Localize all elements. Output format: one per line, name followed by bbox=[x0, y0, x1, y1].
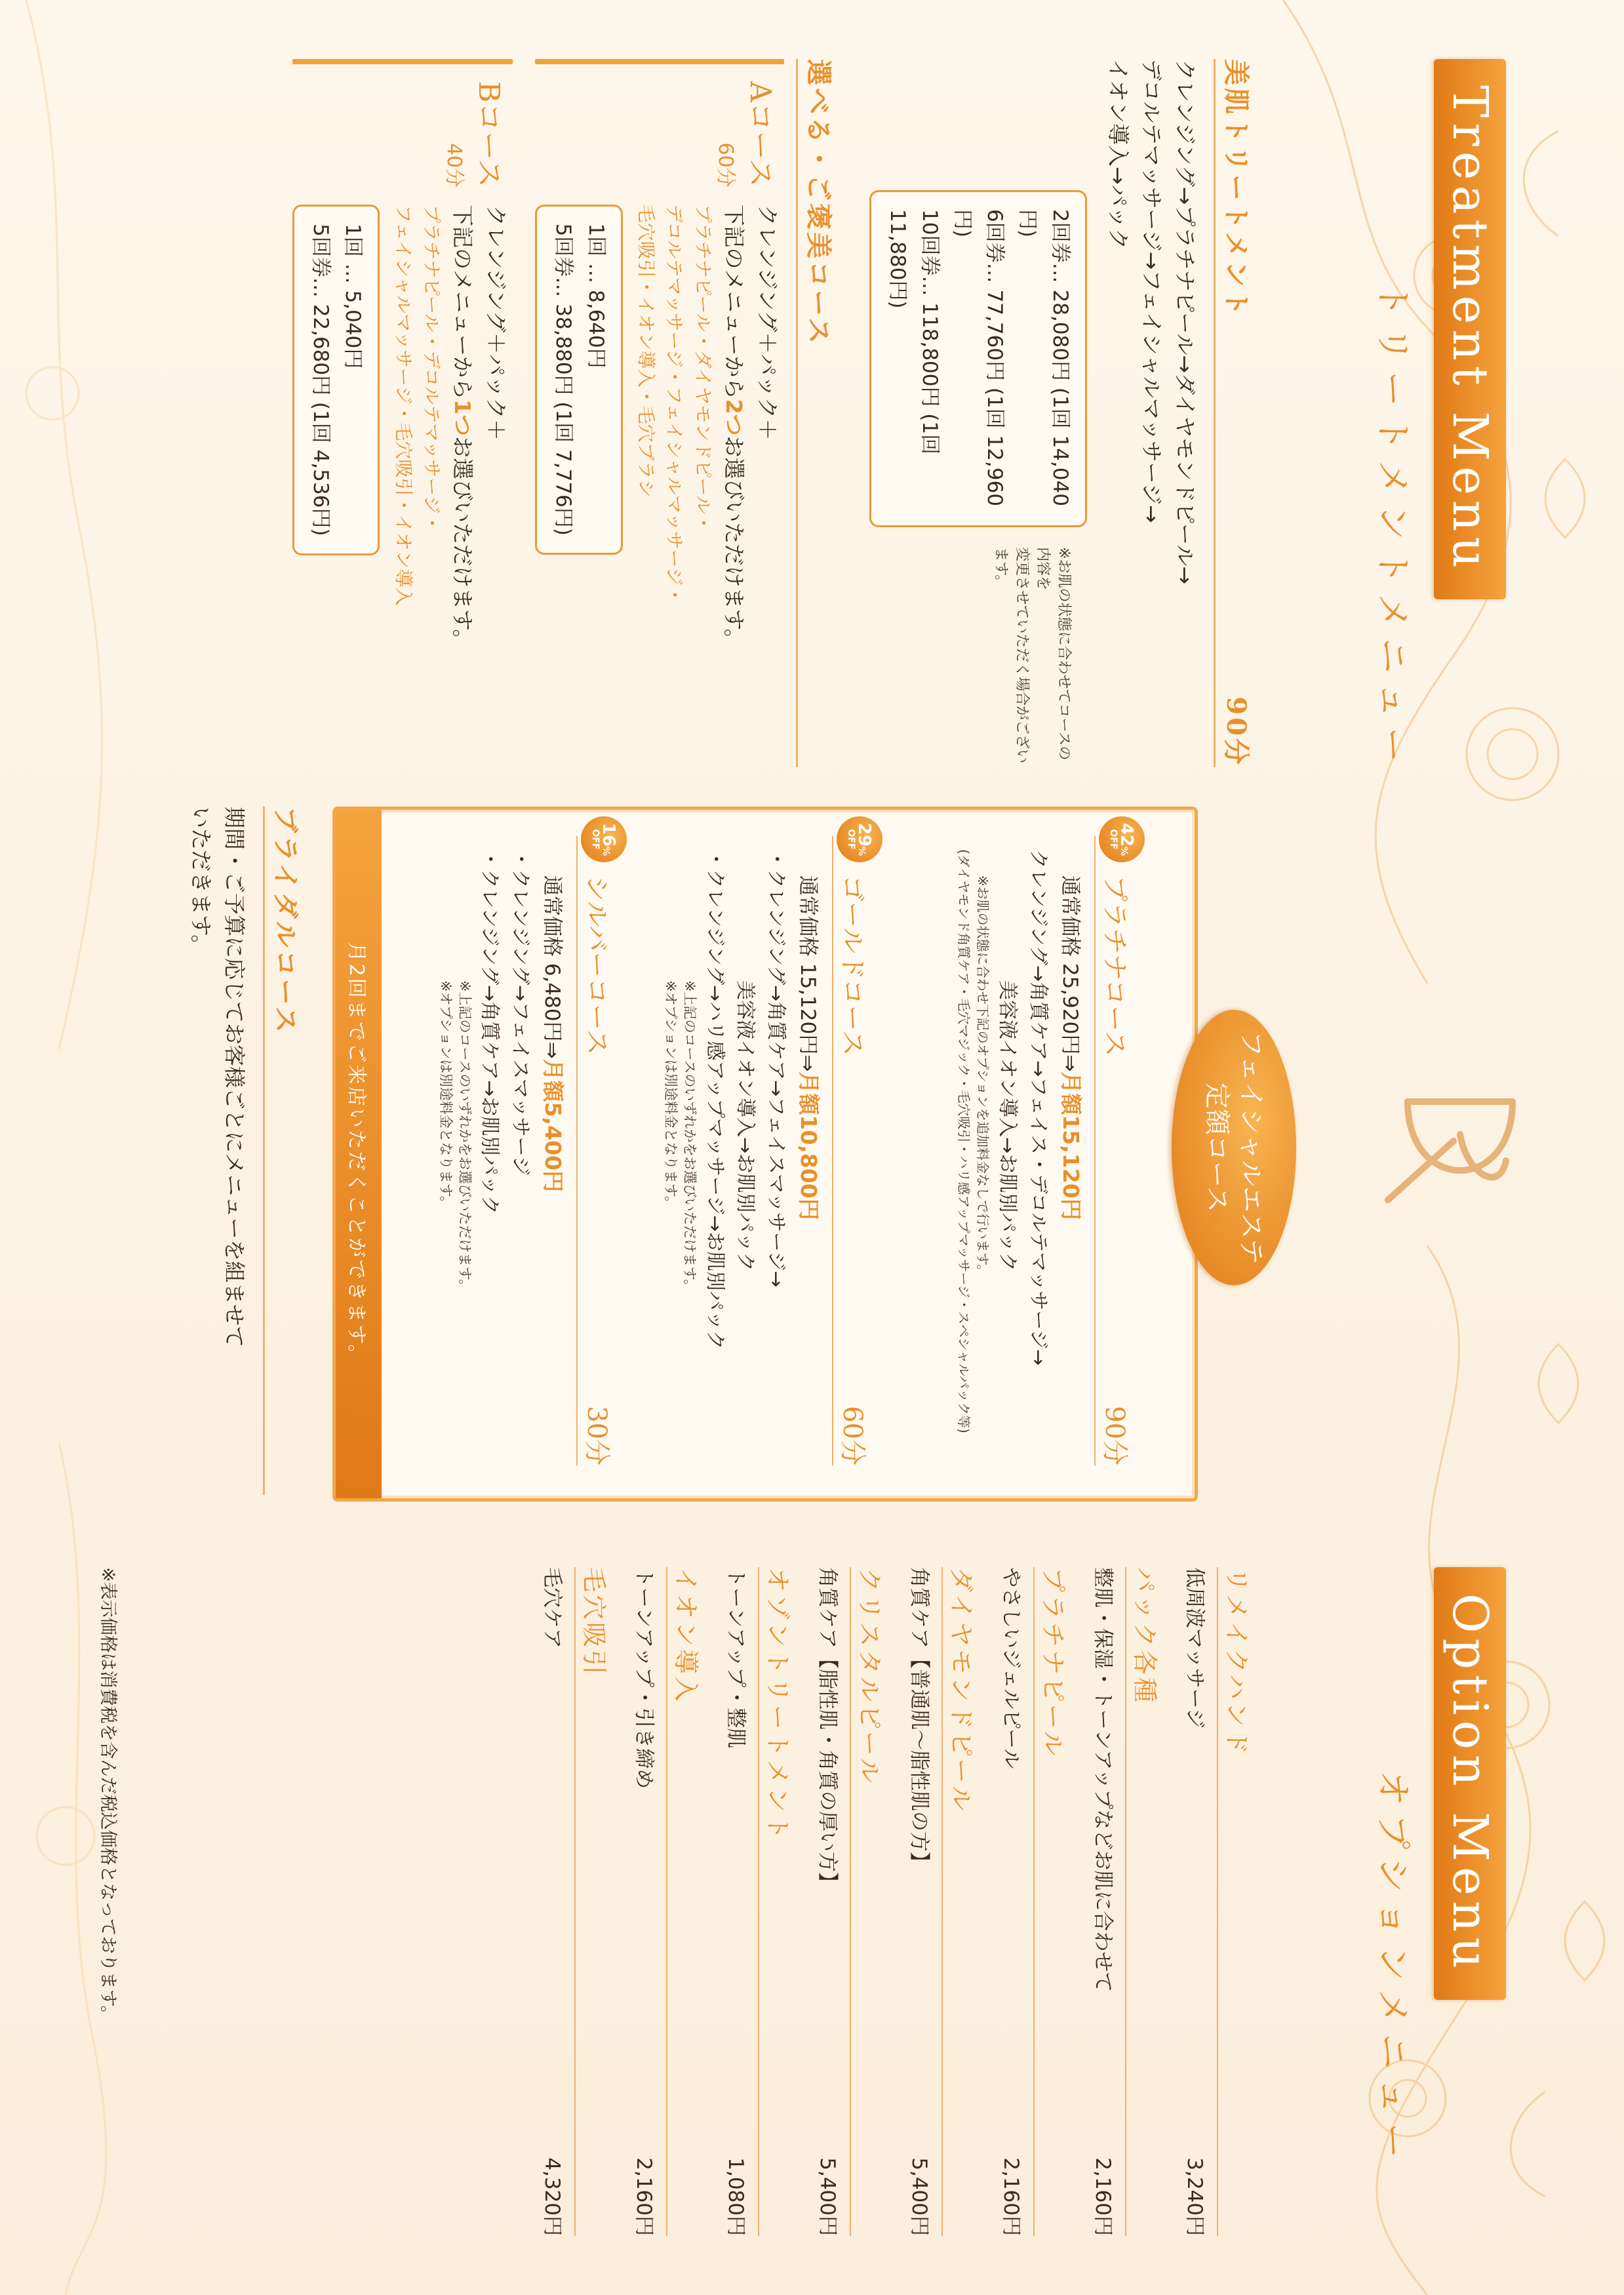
course-minutes: 90分 bbox=[1099, 1406, 1130, 1466]
bridal-section bbox=[184, 807, 306, 1495]
discount-label: OFF bbox=[846, 829, 856, 850]
option-name: オゾントリートメント bbox=[758, 1567, 798, 2236]
discount-number: 16 bbox=[599, 822, 618, 847]
brand-monogram-logo bbox=[1368, 1062, 1539, 1233]
option-name: プラチナピール bbox=[1033, 1567, 1073, 2236]
bihada-section-title bbox=[1214, 59, 1257, 767]
discount-badge bbox=[581, 816, 627, 862]
course-b-body bbox=[292, 205, 513, 767]
option-menu-subtitle: オプションメニュー bbox=[1372, 1770, 1414, 2168]
course-a-label bbox=[535, 81, 784, 188]
course-flow: ・クレンジング→角質ケア→フェイスマッサージ→ bbox=[764, 849, 787, 1288]
option-item bbox=[1182, 1567, 1257, 2236]
course-name: ゴールドコース bbox=[837, 875, 867, 1056]
bihada-name: 美肌トリートメント bbox=[1221, 59, 1252, 319]
gold-title bbox=[832, 836, 873, 1466]
option-item bbox=[907, 1567, 981, 2236]
monthly-price: 月額5,400円 bbox=[540, 1058, 566, 1192]
course-b-options: フェイシャルマッサージ・毛穴吸引・イオン導入 bbox=[392, 205, 414, 606]
discount-badge bbox=[837, 816, 882, 862]
course-flow: ・クレンジング→ハリ感アップマッサージ→お肌別パック bbox=[703, 849, 726, 1350]
discount-number: 29 bbox=[854, 822, 874, 847]
option-price: 4,320円 bbox=[540, 2157, 564, 2236]
option-item bbox=[815, 1567, 890, 2236]
option-name: クリスタルピール bbox=[850, 1567, 890, 2236]
course-a-options: 毛穴吸引・イオン導入・毛穴ブラシ bbox=[635, 204, 657, 498]
option-price: 1,080円 bbox=[724, 2157, 747, 2236]
bridal-text: いただきます。 bbox=[188, 807, 214, 957]
bihada-note bbox=[990, 547, 1074, 767]
course-note: ※上記のコースのいずれかをお選びいただけます。 bbox=[457, 980, 473, 1293]
option-item bbox=[723, 1567, 798, 2236]
option-price: 5,400円 bbox=[907, 2157, 931, 2236]
course-note: ※お肌の状態に合わせ下記のオプションを追加料金なしで行います。 bbox=[975, 875, 991, 1278]
badge-line: フェイシャルエステ bbox=[1236, 1030, 1266, 1265]
course-flow: 美容液イオン導入→お肌別パック bbox=[996, 980, 1020, 1272]
course-flow: ・クレンジング→角質ケア→お肌別パック bbox=[478, 849, 502, 1215]
monthly-price: 月額15,120円 bbox=[1058, 1071, 1084, 1220]
course-a-body bbox=[535, 205, 784, 767]
course-note: ※上記のコースのいずれかをお選びいただけます。 bbox=[682, 980, 698, 1293]
course-a-price-box bbox=[535, 205, 622, 555]
bihada-flow-line: クレンジング→プラチナピール→ダイヤモンドピール→ bbox=[1172, 59, 1198, 585]
option-item bbox=[540, 1567, 614, 2236]
silver-course bbox=[435, 822, 618, 1466]
discount-unit: % bbox=[1119, 847, 1129, 856]
bihada-flow-line: イオン導入→パック bbox=[1105, 59, 1131, 250]
selectable-section-title bbox=[796, 59, 839, 767]
desc-text: お選びいただけます。 bbox=[450, 436, 476, 651]
option-name: ダイヤモンドピール bbox=[941, 1567, 981, 2236]
treatment-menu-title: Treatment Menu bbox=[1434, 59, 1506, 599]
desc-count: 2つ bbox=[721, 399, 747, 436]
tax-note: ※表示価格は消費税を含んだ税込価格となっております。 bbox=[98, 1567, 118, 2024]
gold-course bbox=[661, 822, 874, 1466]
monthly-price: 月額10,800円 bbox=[796, 1071, 822, 1220]
bihada-flow bbox=[1101, 59, 1202, 767]
facial-course-box bbox=[332, 807, 1198, 1502]
bridal-text: 期間・ご予算に応じてお客様ごとにメニューを組ませて bbox=[222, 807, 247, 1347]
course-name: プラチナコース bbox=[1099, 875, 1130, 1057]
bihada-price-box bbox=[869, 190, 1087, 527]
price-line: 6回券… 77,760円 (1回 12,960円) bbox=[950, 209, 1007, 507]
course-a bbox=[535, 59, 784, 767]
note-line: 変更させていただく場合がございます。 bbox=[992, 547, 1030, 764]
course-b bbox=[292, 59, 513, 767]
course-flow: クレンジング→角質ケア→フェイス・デコルテマッサージ→ bbox=[1027, 849, 1050, 1366]
option-desc: 低周波マッサージ bbox=[1183, 1567, 1206, 1729]
course-note: ※オプションは別途料金となります。 bbox=[663, 980, 679, 1210]
platinum-price bbox=[1057, 875, 1088, 1466]
option-item bbox=[1090, 1567, 1165, 2236]
price-line: 10回券… 118,800円 (1回 11,880円) bbox=[885, 209, 942, 455]
regular-price: 通常価格 25,920円⇒ bbox=[1058, 875, 1082, 1072]
discount-label: OFF bbox=[1108, 829, 1119, 850]
bihada-flow-line: デコルテマッサージ→フェイシャルマッサージ→ bbox=[1138, 59, 1164, 523]
discount-unit: % bbox=[601, 847, 611, 856]
option-item bbox=[631, 1567, 706, 2236]
discount-unit: % bbox=[856, 847, 867, 856]
option-desc: トーンアップ・整肌 bbox=[724, 1567, 747, 1749]
option-price: 2,160円 bbox=[632, 2157, 656, 2236]
course-b-desc bbox=[446, 205, 479, 767]
course-b-minutes: 40分 bbox=[443, 142, 466, 188]
selectable-title: 選べる・ご褒美コース bbox=[803, 59, 835, 346]
course-b-bar bbox=[292, 59, 513, 64]
course-b-options: プラチナピール・デコルテマッサージ・ bbox=[421, 205, 443, 532]
price-line: 5回券… 38,880円 (1回 7,776円) bbox=[551, 223, 575, 536]
option-desc: やさしいジェルピール bbox=[999, 1567, 1023, 1769]
regular-price: 通常価格 15,120円⇒ bbox=[796, 875, 820, 1072]
course-note: ※オプションは別途料金となります。 bbox=[437, 980, 454, 1210]
bridal-title bbox=[263, 807, 306, 1495]
option-name: 毛穴吸引 bbox=[574, 1567, 614, 2236]
price-line: 1回 … 8,640円 bbox=[584, 223, 608, 369]
option-column bbox=[523, 1567, 1257, 2236]
course-flow: ・クレンジング→フェイスマッサージ bbox=[509, 849, 532, 1176]
option-name: パック各種 bbox=[1125, 1567, 1165, 2236]
course-a-bar bbox=[535, 59, 784, 64]
option-desc: 整肌・保湿・トーンアップなどお肌に合わせて bbox=[1091, 1567, 1115, 1993]
course-a-minutes: 60分 bbox=[714, 142, 738, 188]
price-line: 5回券… 22,680円 (1回 4,536円) bbox=[308, 224, 332, 536]
course-minutes: 60分 bbox=[837, 1406, 867, 1466]
discount-label: OFF bbox=[590, 829, 601, 850]
bihada-minutes: 90分 bbox=[1221, 696, 1252, 767]
course-minutes: 30分 bbox=[582, 1406, 612, 1466]
price-line: 1回 … 5,040円 bbox=[341, 224, 365, 369]
course-b-desc: クレンジング＋パック＋ bbox=[483, 205, 509, 441]
platinum-course bbox=[954, 822, 1136, 1466]
course-b-label bbox=[292, 81, 513, 188]
course-flow: 美容液イオン導入→お肌別パック bbox=[734, 980, 757, 1272]
course-a-name: Aコース bbox=[743, 81, 778, 188]
course-name: シルバーコース bbox=[582, 875, 612, 1056]
option-name: イオン導入 bbox=[666, 1567, 706, 2236]
desc-count: 1つ bbox=[450, 399, 476, 437]
course-note: (ダイヤモンド角質ケア・毛穴マジック・毛穴吸引・ハリ感アップマッサージ・スペシャルパック等) bbox=[956, 849, 972, 1433]
option-desc: トーンアップ・引き締め bbox=[632, 1567, 656, 1789]
price-line: 2回券… 28,080円 (1回 14,040円) bbox=[1015, 209, 1072, 507]
course-a-options: プラチナピール・ダイヤモンドピール・ bbox=[692, 204, 714, 532]
badge-line: 定額コース bbox=[1202, 1083, 1232, 1212]
course-a-desc bbox=[717, 205, 751, 767]
desc-text: お選びいただけます。 bbox=[721, 435, 747, 650]
option-desc: 毛穴ケア bbox=[540, 1567, 564, 1648]
course-b-name: Bコース bbox=[472, 81, 506, 188]
note-line: ※お肌の状態に合わせてコースの内容を bbox=[1034, 547, 1072, 761]
course-a-options: デコルテマッサージ・フェイシャルマッサージ・ bbox=[663, 204, 686, 605]
facial-footer-band: 月2回までご来店いただくことができます。 bbox=[336, 810, 382, 1498]
platinum-title bbox=[1094, 836, 1136, 1466]
discount-number: 42 bbox=[1117, 822, 1136, 847]
desc-text: 下記のメニューから bbox=[721, 204, 747, 399]
bridal-title-text: ブライダルコース bbox=[270, 807, 301, 1035]
option-name: リメイクハンド bbox=[1217, 1567, 1257, 2236]
option-price: 2,160円 bbox=[1091, 2157, 1115, 2236]
discount-badge bbox=[1099, 816, 1145, 862]
treatment-menu-subtitle: トリートメントメニュー bbox=[1372, 282, 1414, 772]
course-b-price-box bbox=[292, 205, 380, 555]
option-desc: 角質ケア【脂性肌・角質の厚い方】 bbox=[816, 1567, 839, 1892]
option-item bbox=[999, 1567, 1073, 2236]
gold-price bbox=[795, 875, 825, 1466]
option-menu-title: Option Menu bbox=[1434, 1567, 1506, 2000]
regular-price: 通常価格 6,480円⇒ bbox=[540, 875, 564, 1059]
course-a-desc: クレンジング＋パック＋ bbox=[755, 204, 781, 441]
facial-fixed-price-badge bbox=[1172, 1010, 1296, 1285]
silver-price bbox=[539, 875, 570, 1466]
option-price: 3,240円 bbox=[1183, 2157, 1206, 2236]
option-price: 2,160円 bbox=[999, 2157, 1023, 2236]
silver-title bbox=[576, 836, 618, 1466]
option-desc: 角質ケア【普通肌〜脂性肌の方】 bbox=[907, 1567, 931, 1872]
treatment-column bbox=[292, 59, 1257, 767]
desc-text: 下記のメニューから bbox=[450, 205, 476, 400]
option-price: 5,400円 bbox=[816, 2157, 839, 2236]
